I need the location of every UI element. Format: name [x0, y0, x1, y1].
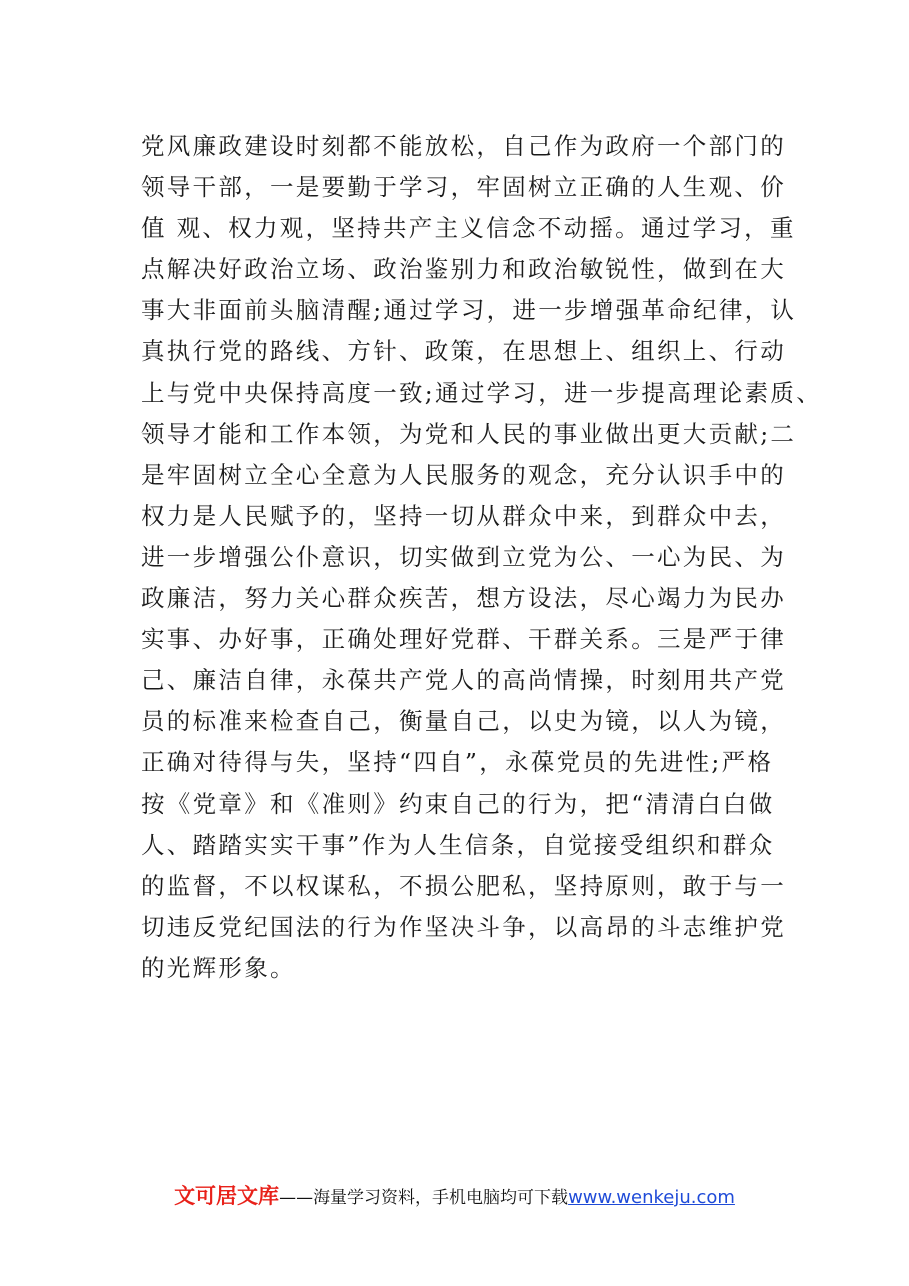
body-line: 实事、办好事，正确处理好党群、干群关系。三是严于律 — [141, 625, 786, 654]
body-line: 领导才能和工作本领，为党和人民的事业做出更大贡献;二 — [141, 419, 797, 448]
body-line: 是牢固树立全心全意为人民服务的观念，充分认识手中的 — [141, 460, 786, 489]
body-line: 值 观、权力观，坚持共产主义信念不动摇。通过学习，重 — [141, 214, 796, 243]
body-line: 事大非面前头脑清醒;通过学习，进一步增强革命纪律，认 — [141, 296, 797, 325]
body-line: 政廉洁，努力关心群众疾苦，想方设法，尽心竭力为民办 — [141, 584, 786, 613]
body-line: 员的标准来检查自己，衡量自己，以史为镜，以人为镜， — [141, 707, 786, 736]
footer-website-link[interactable]: www.wenkeju.com — [568, 1187, 735, 1208]
body-line: 己、廉洁自律，永葆共产党人的高尚情操，时刻用共产党 — [141, 666, 786, 695]
body-line: 正确对待得与失，坚持“四自”，永葆党员的先进性;严格 — [141, 748, 774, 777]
body-line: 进一步增强公仆意识，切实做到立党为公、一心为民、为 — [141, 542, 786, 571]
body-line: 权力是人民赋予的，坚持一切从群众中来，到群众中去， — [141, 501, 786, 530]
body-line: 真执行党的路线、方针、政策，在思想上、组织上、行动 — [141, 337, 786, 366]
body-line: 的光辉形象。 — [141, 953, 296, 982]
body-line: 人、踏踏实实干事”作为人生信条，自觉接受组织和群众 — [141, 830, 775, 859]
body-line: 点解决好政治立场、政治鉴别力和政治敏锐性，做到在大 — [141, 255, 786, 284]
body-line: 领导干部，一是要勤于学习，牢固树立正确的人生观、价 — [141, 173, 786, 202]
document-body — [141, 126, 823, 989]
body-line: 按《党章》和《准则》约束自己的行为，把“清清白白做 — [141, 789, 775, 818]
body-line: 上与党中央保持高度一致;通过学习，进一步提高理论素质、 — [141, 378, 823, 407]
body-line: 的监督，不以权谋私，不损公肥私，坚持原则，敢于与一 — [141, 871, 786, 900]
body-line: 切违反党纪国法的行为作坚决斗争，以高昂的斗志维护党 — [141, 912, 786, 941]
footer-brand: 文可居文库 — [174, 1184, 280, 1208]
page-footer — [0, 1180, 909, 1214]
body-line: 党风廉政建设时刻都不能放松，自己作为政府一个部门的 — [141, 132, 786, 160]
footer-tagline: ——海量学习资料，手机电脑均可下载 — [279, 1188, 569, 1208]
